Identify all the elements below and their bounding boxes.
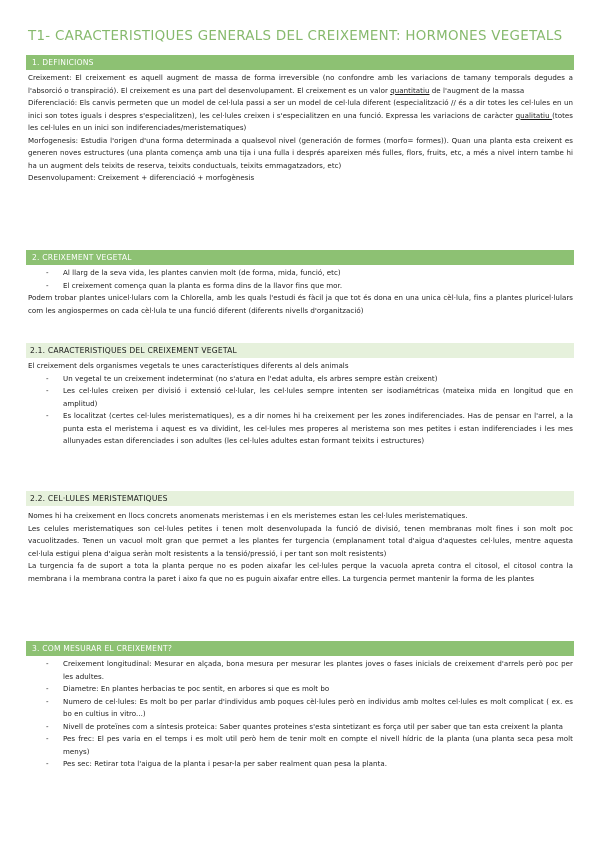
paragraph-turgencia: La turgencia fa de suport a tota la planta perque no es poden aixafar les cel·lules perque la vacuola apreta contra el citosol, el citosol contra la membrana i la membrana contra la paret i aixo fa que no es puguin aixafar entre elles. La turgencia permet mantenir la forma de les plantes <box>28 561 573 583</box>
subsection-heading-caracteristiques: 2.1. CARACTERISTIQUES DEL CREIXEMENT VEGETAL <box>26 343 574 358</box>
list-item: - Pes sec: Retirar tota l'aigua de la planta i pesar-la per saber realment quan pesa la planta. <box>28 758 573 771</box>
paragraph-celules-meristematiques: Les celules meristematiques son cel·lules petites i tenen molt desenvolupada la funció de divisió, tenen membranas molt fines i son molt poc vacuolitzades. Tenen un vacuol molt gran que permet a les plantes fer turgencia (emplanament total d'aigua d'aquestes cel·lules, mentre aquesta cel·lula estigui plena d'aigua seràn molt resistents a la tensió/pressió, i per tant son molt resistents) <box>28 523 573 558</box>
section-heading-creixement-vegetal: 2. CREIXEMENT VEGETAL <box>26 250 574 265</box>
list-item: - Creixement longitudinal: Mesurar en alçada, bona mesura per mesurar les plantes joves o fases inicials de creixement d'arrels però poc per les adultes. <box>28 658 573 683</box>
subsection-heading-cellules-meristematiques: 2.2. CEL·LULES MERISTEMATIQUES <box>26 491 574 506</box>
subsection-body-caracteristiques <box>28 360 573 448</box>
section-body-com-mesurar <box>28 658 573 771</box>
list-item: - El creixement comença quan la planta es forma dins de la llavor fins que mor. <box>28 280 573 293</box>
list-item: - Numero de cel·lules: Es molt bo per parlar d'individus amb poques cèl·lules però en individus amb moltes cel·lules es molt complicat ( ex. es bo en cultius in vitro...) <box>28 696 573 721</box>
list-item: - Les cel·lules creixen per divisió i extensió cel·lular, les cel·lules sempre intenten ser isodiamétricas (mateixa mida en longitud que en amplitud) <box>28 385 573 410</box>
subsection-body-cellules-meristematiques <box>28 510 573 585</box>
paragraph-unicellulars: Podem trobar plantes unicel·lulars com la Chlorella, amb les quals l'estudi és fàcil ja que tot és dona en una unica cèl·lula, fins a plantes pluricel·lulars com les angiospermes on cada cèl·lula te una funció diferent (diferents nivells d'organització) <box>28 293 573 315</box>
list-item: - Pes frec: El pes varia en el temps i es molt util però hem de tenir molt en compte el nivell hídric de la planta (una planta seca pesa molt menys) <box>28 733 573 758</box>
list-item: - Diametre: En plantes herbacias te poc sentit, en arbores si que es molt bo <box>28 683 573 696</box>
section-body-creixement-vegetal <box>28 267 573 317</box>
document-title: T1- CARACTERISTIQUES GENERALS DEL CREIXEMENT: HORMONES VEGETALS <box>28 29 563 44</box>
paragraph-intro: El creixement dels organismes vegetals te unes característiques diferents al dels animals <box>28 361 349 370</box>
section-heading-com-mesurar: 3. COM MESURAR EL CREIXEMENT? <box>26 641 574 656</box>
list-item: - Es localitzat (certes cel·lules meristematiques), es a dir nomes hi ha creixement per les zones indiferenciades. Has de pensar en l'arrel, a la punta esta el meristema i aquest es va dividint, les cel·lules mes properes al meristema son mes petites i estan indiferenciades i les mes allunyades estan diferenciades i son adultes (les cel·lules adultes estan formant teixits i estructures) <box>28 410 573 448</box>
paragraph-creixement: Creixement: El creixement es aquell augment de massa de forma irreversible (no confondre amb les variacions de tamany temporals degudes a l'absorció o transpiració). El creixement es una part del desenvolupament. El creixement es un valor quantitatiu de l'augment de la massa <box>28 73 573 95</box>
list-item: - Nivell de proteïnes com a síntesis proteica: Saber quantes proteines s'esta sintetizant es força util per saber que tan esta creixent la planta <box>28 721 573 734</box>
list-item: - Al llarg de la seva vida, les plantes canvien molt (de forma, mida, funció, etc) <box>28 267 573 280</box>
paragraph-desenvolupament: Desenvolupament: Creixement + diferenciació + morfogènesis <box>28 173 255 182</box>
section-body-definicions <box>28 72 573 185</box>
paragraph-morfogenesis: Morfogenesis: Estudia l'origen d'una forma determinada a qualsevol nivel (generación de formes (morfo= formes)). Quan una planta esta creixent es generen noves estructures (una planta comença amb una tija i una fulla i després apareixen més fulles, flors, fruits, etc, a més a nivel intern tambe hi ha un augment dels teixits de reserva, teixits conductuals, teixits emmagatzadors, etc) <box>28 135 573 170</box>
paragraph-diferenciacio: Diferenciació: Els canvis permeten que un model de cel·lula passi a ser un model de cel·lula diferent (especialització // és a dir totes les cel·lules en un inici son totes iguals i despres s'especialitzen), les cel·lules creixen i s'especialitzen en una funció. Expressa les variacions de caràcter qualitatiu (totes les cel·lules en un inici son indiferenciades/meristematiques) <box>28 98 573 132</box>
section-heading-definicions: 1. DEFINICIONS <box>26 55 574 70</box>
paragraph-meristemas: Nomes hi ha creixement en llocs concrets anomenats meristemas i en els meristemes estan les cel·lules meristematiques. <box>28 511 468 520</box>
list-item: - Un vegetal te un creixement indeterminat (no s'atura en l'edat adulta, els arbres sempre estàn creixent) <box>28 373 573 386</box>
